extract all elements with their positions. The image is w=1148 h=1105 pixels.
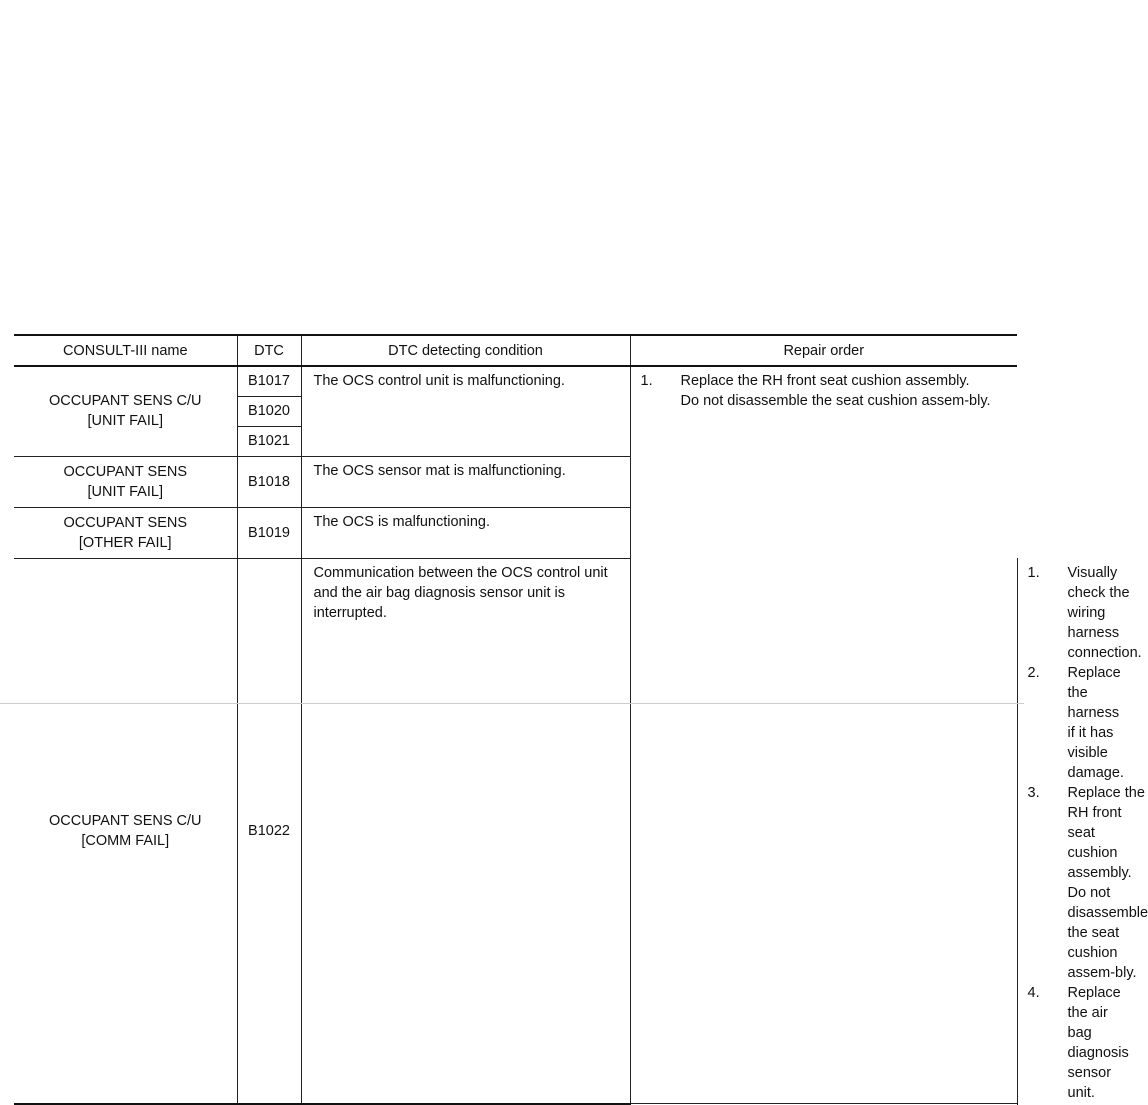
consult-name-cell (14, 366, 237, 456)
step-text: Replace the RH front seat cushion assembly. (681, 373, 970, 389)
step-note: Do not disassemble the seat cushion assem-bly. (681, 391, 1013, 411)
condition-cell: The OCS is malfunctioning. (301, 507, 630, 558)
step-number: 1. (1028, 563, 1068, 663)
step-text: Visually check the wiring harness connection. (1068, 563, 1142, 663)
step-number: 3. (1028, 783, 1068, 983)
consult-name-line: OCCUPANT SENS (14, 462, 237, 482)
step-text: Replace the harness if it has visible damage. (1068, 663, 1124, 783)
consult-name-status: [OTHER FAIL] (14, 533, 237, 553)
dtc-code: B1017 (237, 366, 301, 396)
step-text: Replace the RH front seat cushion assembly. (1068, 785, 1145, 881)
dtc-table (14, 334, 1017, 1105)
consult-name-cell (14, 558, 237, 1104)
repair-steps (641, 371, 1013, 411)
header-consult-name: CONSULT-III name (14, 335, 237, 366)
dtc-code: B1021 (237, 426, 301, 456)
consult-name-line: OCCUPANT SENS (14, 513, 237, 533)
table-row (14, 366, 1017, 396)
header-condition: DTC detecting condition (301, 335, 630, 366)
condition-cell: Communication between the OCS control unit and the air bag diagnosis sensor unit is interrupted. (301, 558, 630, 1104)
consult-name-cell (14, 507, 237, 558)
header-repair-order: Repair order (630, 335, 1017, 366)
consult-name-line: OCCUPANT SENS C/U (14, 811, 237, 831)
consult-name-line: OCCUPANT SENS C/U (14, 391, 237, 411)
condition-cell: The OCS control unit is malfunctioning. (301, 366, 630, 456)
dtc-code: B1019 (237, 507, 301, 558)
condition-cell: The OCS sensor mat is malfunctioning. (301, 456, 630, 507)
dtc-code: B1022 (237, 558, 301, 1104)
header-row (14, 335, 1017, 366)
repair-step (641, 371, 1013, 411)
consult-name-status: [UNIT FAIL] (14, 482, 237, 502)
header-dtc: DTC (237, 335, 301, 366)
repair-order-cell (630, 366, 1017, 1104)
consult-name-status: [UNIT FAIL] (14, 411, 237, 431)
consult-name-cell (14, 456, 237, 507)
step-number: 4. (1028, 983, 1068, 1103)
step-number: 2. (1028, 663, 1068, 783)
step-number: 1. (641, 371, 681, 411)
consult-name-status: [COMM FAIL] (14, 831, 237, 851)
dtc-code: B1018 (237, 456, 301, 507)
dtc-code: B1020 (237, 396, 301, 426)
step-text: Replace the air bag diagnosis sensor unit. (1068, 983, 1129, 1103)
step-note: Do not disassemble the seat cushion assem-bly. (1068, 883, 1148, 983)
page-divider (0, 703, 1024, 704)
